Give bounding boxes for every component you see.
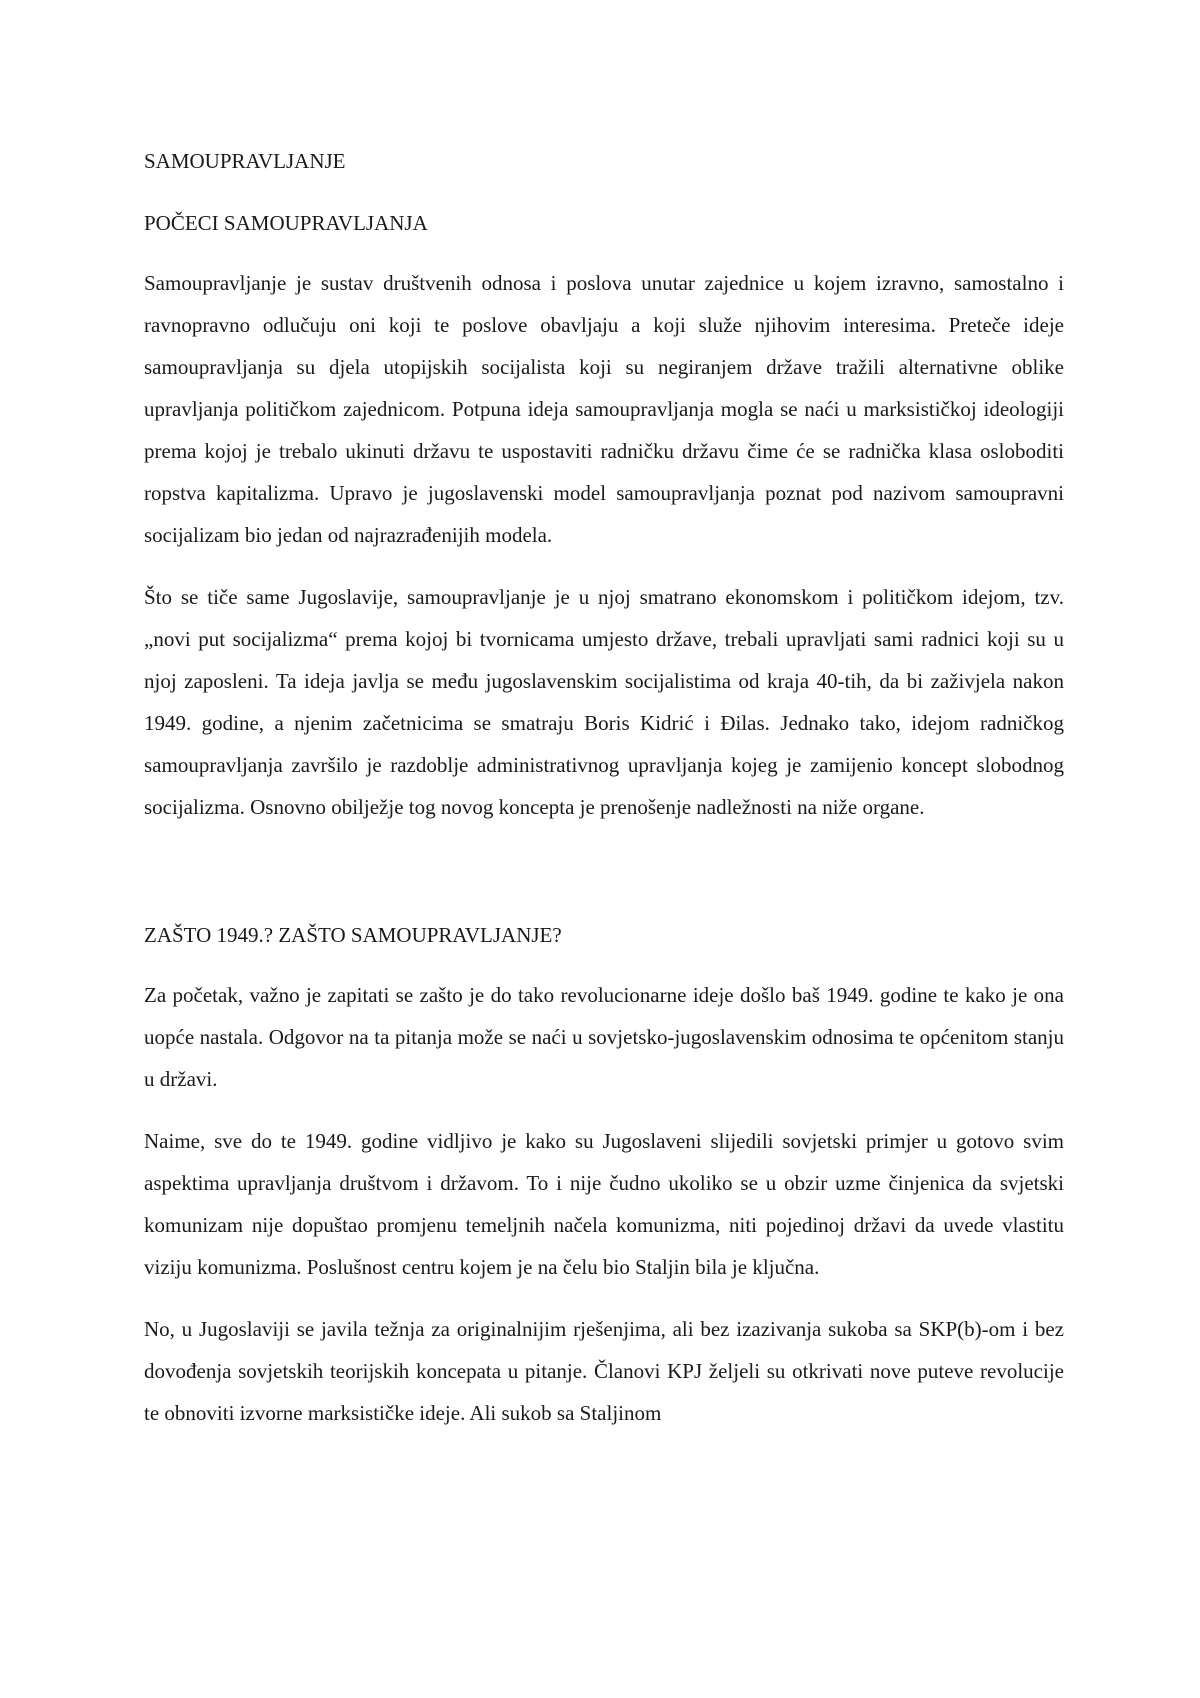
document-body — [144, 140, 1064, 1434]
paragraph: Što se tiče same Jugoslavije, samoupravljanje je u njoj smatrano ekonomskom i političkom idejom, tzv. „novi put socijalizma“ prema kojoj bi tvornicama umjesto države, trebali upravljati sami radnici koji su u njoj zaposleni. Ta ideja javlja se među jugoslavenskim socijalistima od kraja 40-tih, da bi zaživjela nakon 1949. godine, a njenim začetnicima se smatraju Boris Kidrić i Đilas. Jednako tako, idejom radničkog samoupravljanja završilo je razdoblje administrativnog upravljanja kojeg je zamijenio koncept slobodnog socijalizma. Osnovno obilježje tog novog koncepta je prenošenje nadležnosti na niže organe. — [144, 585, 1064, 819]
paragraph: Samoupravljanje je sustav društvenih odnosa i poslova unutar zajednice u kojem izravno, samostalno i ravnopravno odlučuju oni koji te poslove obavljaju a koji služe njihovim interesima. Preteče ideje samoupravljanja su djela utopijskih socijalista koji su negiranjem države tražili alternativne oblike upravljanja političkom zajednicom. Potpuna ideja samoupravljanja mogla se naći u marksističkoj ideologiji prema kojoj je trebalo ukinuti državu te uspostaviti radničku državu čime će se radnička klasa osloboditi ropstva kapitalizma. Upravo je jugoslavenski model samoupravljanja poznat pod nazivom samoupravni socijalizam bio jedan od najrazrađenijih modela. — [144, 271, 1064, 547]
paragraph: Naime, sve do te 1949. godine vidljivo je kako su Jugoslaveni slijedili sovjetski primjer u gotovo svim aspektima upravljanja društvom i državom. To i nije čudno ukoliko se u obzir uzme činjenica da svjetski komunizam nije dopuštao promjenu temeljnih načela komunizma, niti pojedinoj državi da uvede vlastitu viziju komunizma. Poslušnost centru kojem je na čelu bio Staljin bila je ključna. — [144, 1129, 1064, 1279]
section-heading-beginnings: POČECI SAMOUPRAVLJANJA — [144, 211, 428, 235]
section-spacer — [144, 848, 1064, 914]
paragraph: No, u Jugoslaviji se javila težnja za originalnijim rješenjima, ali bez izazivanja sukoba sa SKP(b)-om i bez dovođenja sovjetskih teorijskih koncepata u pitanje. Članovi KPJ željeli su otkrivati nove puteve revolucije te obnoviti izvorne marksističke ideje. Ali sukob sa Staljinom — [144, 1317, 1064, 1425]
paragraph: Za početak, važno je zapitati se zašto je do tako revolucionarne ideje došlo baš 1949. godine te kako je ona uopće nastala. Odgovor na ta pitanja može se naći u sovjetsko-jugoslavenskim odnosima te općenitom stanju u državi. — [144, 983, 1064, 1091]
section-heading-why-1949: ZAŠTO 1949.? ZAŠTO SAMOUPRAVLJANJE? — [144, 923, 562, 947]
document-title: SAMOUPRAVLJANJE — [144, 149, 346, 173]
